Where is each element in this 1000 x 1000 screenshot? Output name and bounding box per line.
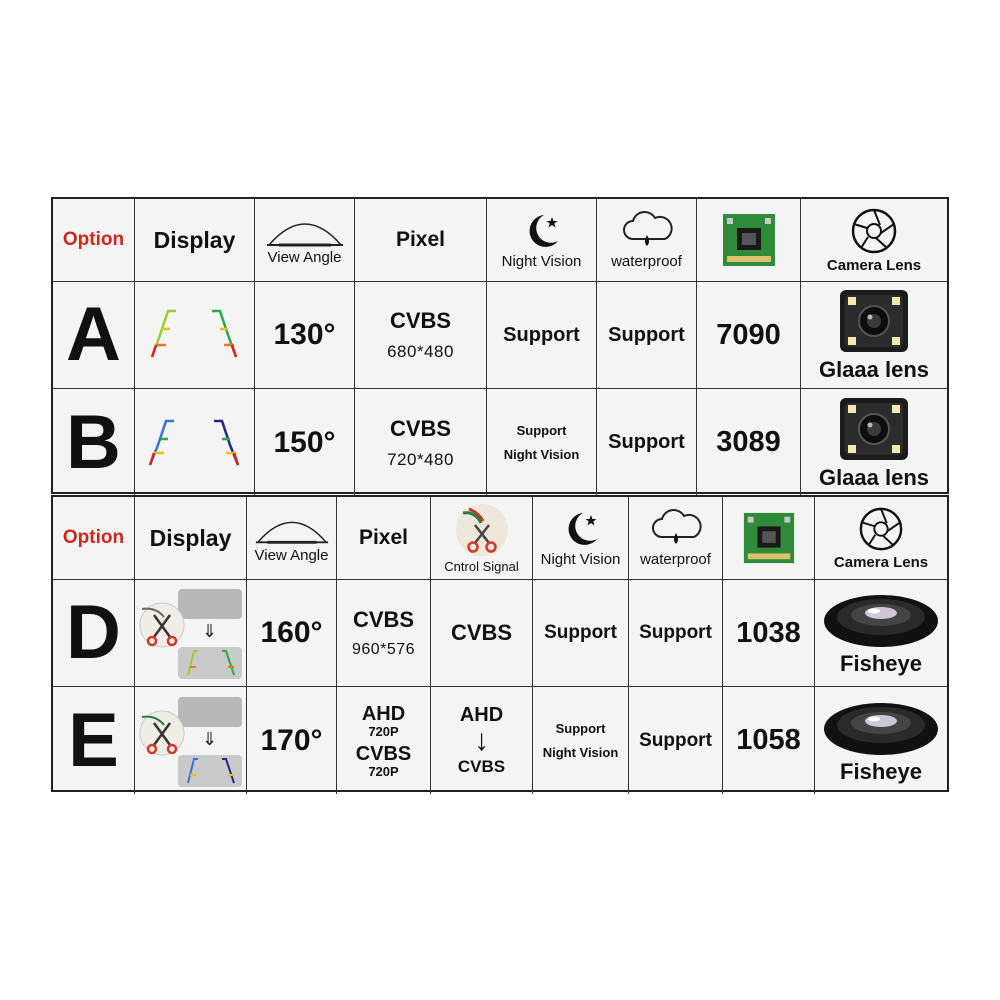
cloud-drop-icon — [648, 509, 704, 549]
header-display — [135, 497, 247, 580]
night-cell — [487, 282, 597, 389]
option-label: Option — [62, 229, 125, 250]
pixel-cell — [337, 687, 431, 794]
angle-cell — [255, 389, 355, 496]
waterproof-value: Support — [639, 729, 712, 751]
option-cell — [53, 389, 135, 496]
circuit-board-icon — [742, 510, 796, 566]
waterproof-cell — [597, 282, 697, 389]
night-line-2: Night Vision — [542, 744, 619, 760]
fisheye-lens-icon — [822, 589, 940, 649]
night-cell — [487, 389, 597, 496]
header-night-vision — [533, 497, 629, 580]
option-letter: A — [66, 292, 121, 377]
night-value: Support — [503, 323, 580, 346]
angle-value: 160° — [260, 616, 323, 649]
pixel-line-3: CVBS — [355, 742, 412, 765]
waterproof-value: Support — [608, 323, 685, 346]
view-angle-arc-icon — [254, 513, 330, 545]
cloud-drop-icon — [619, 211, 675, 251]
angle-cell — [255, 282, 355, 389]
night-line-1: Support — [516, 422, 567, 438]
table-row — [53, 687, 947, 794]
waterproof-cell — [629, 687, 723, 794]
waterproof-cell — [597, 389, 697, 496]
option-label: Option — [62, 527, 125, 548]
pixel-line-2: 720P — [368, 723, 399, 739]
night-vision-label: Night Vision — [540, 550, 621, 568]
lens-cell — [815, 687, 947, 794]
waterproof-cell — [629, 580, 723, 687]
option-letter: B — [66, 399, 121, 485]
view-angle-label: View Angle — [267, 248, 342, 266]
angle-value: 130° — [273, 318, 336, 351]
angle-value: 150° — [273, 425, 336, 459]
option-letter: E — [68, 697, 119, 783]
pixel-line-4: 720P — [368, 763, 399, 779]
spec-table-bottom — [51, 495, 949, 792]
angle-value: 170° — [260, 723, 323, 757]
pixel-type: CVBS — [352, 607, 415, 632]
header-pixel — [355, 199, 487, 282]
header-waterproof — [629, 497, 723, 580]
pixel-label: Pixel — [395, 228, 446, 251]
parking-guideline-icon — [140, 413, 250, 473]
display-label: Display — [149, 524, 232, 551]
lens-label: Glaaa lens — [818, 357, 930, 382]
scissors-wire-icon — [455, 503, 509, 557]
parking-guideline-icon — [140, 305, 250, 365]
pixel-cell — [355, 282, 487, 389]
aperture-icon — [858, 506, 904, 552]
camera-module-icon — [837, 395, 911, 463]
header-view-angle — [255, 199, 355, 282]
pixel-cell — [337, 580, 431, 687]
pixel-line-1: AHD — [361, 702, 406, 725]
display-cell — [135, 389, 255, 496]
display-cell — [135, 687, 247, 794]
pixel-resolution: 680*480 — [387, 342, 454, 361]
scissors-guideline-icon — [138, 693, 244, 789]
down-arrow-icon: ↓ — [474, 723, 489, 757]
pixel-resolution: 960*576 — [351, 641, 416, 658]
angle-cell — [247, 687, 337, 794]
control-cell — [431, 687, 533, 794]
night-line-1: Support — [555, 720, 606, 736]
camera-lens-label: Camera Lens — [833, 553, 929, 571]
header-row — [53, 199, 947, 282]
control-signal-label: Cntrol Signal — [444, 558, 519, 574]
pixel-label: Pixel — [358, 526, 409, 549]
moon-star-icon — [522, 211, 562, 251]
fisheye-lens-icon — [822, 697, 940, 757]
lens-label: Fisheye — [840, 651, 922, 676]
chip-cell — [697, 389, 801, 496]
header-chip — [723, 497, 815, 580]
option-cell — [53, 580, 135, 687]
control-value: CVBS — [450, 620, 513, 645]
chip-cell — [723, 687, 815, 794]
table-row — [53, 389, 947, 496]
chip-code: 1038 — [736, 616, 801, 649]
chip-code: 3089 — [716, 426, 781, 458]
lens-cell — [801, 389, 947, 496]
table-row — [53, 282, 947, 389]
waterproof-value: Support — [608, 431, 685, 453]
view-angle-arc-icon — [265, 215, 345, 247]
pixel-resolution: 720*480 — [387, 449, 454, 469]
circuit-board-icon — [721, 212, 777, 268]
header-night-vision — [487, 199, 597, 282]
camera-module-icon — [837, 287, 911, 355]
header-control-signal — [431, 497, 533, 580]
header-option — [53, 199, 135, 282]
aperture-icon — [850, 207, 898, 255]
waterproof-label: waterproof — [611, 252, 682, 270]
option-cell — [53, 687, 135, 794]
table-row — [53, 580, 947, 687]
chip-code: 7090 — [716, 318, 781, 351]
display-cell — [135, 282, 255, 389]
svg-text:⇓: ⇓ — [201, 621, 217, 642]
svg-text:⇓: ⇓ — [201, 728, 217, 750]
header-chip — [697, 199, 801, 282]
angle-cell — [247, 580, 337, 687]
moon-star-icon — [561, 509, 601, 549]
header-view-angle — [247, 497, 337, 580]
night-vision-label: Night Vision — [501, 252, 582, 270]
waterproof-label: waterproof — [640, 550, 711, 568]
control-bottom: CVBS — [457, 756, 506, 776]
option-letter: D — [66, 590, 121, 675]
lens-label: Glaaa lens — [818, 464, 930, 490]
camera-lens-label: Camera Lens — [826, 256, 922, 274]
spec-table-top — [51, 197, 949, 494]
night-value: Support — [544, 622, 617, 643]
header-pixel — [337, 497, 431, 580]
lens-label: Fisheye — [840, 758, 922, 784]
waterproof-value: Support — [639, 622, 712, 643]
display-label: Display — [153, 226, 236, 253]
header-camera-lens — [815, 497, 947, 580]
control-top: AHD — [459, 703, 504, 726]
header-option — [53, 497, 135, 580]
night-cell — [533, 580, 629, 687]
header-waterproof — [597, 199, 697, 282]
night-line-2: Night Vision — [503, 446, 580, 462]
lens-cell — [801, 282, 947, 389]
lens-cell — [815, 580, 947, 687]
header-row — [53, 497, 947, 580]
chip-cell — [697, 282, 801, 389]
header-camera-lens — [801, 199, 947, 282]
chip-cell — [723, 580, 815, 687]
pixel-cell — [355, 389, 487, 496]
option-cell — [53, 282, 135, 389]
control-cell — [431, 580, 533, 687]
scissors-guideline-icon — [138, 585, 244, 681]
pixel-type: CVBS — [389, 308, 452, 333]
view-angle-label: View Angle — [254, 546, 329, 564]
display-cell — [135, 580, 247, 687]
night-cell — [533, 687, 629, 794]
pixel-type: CVBS — [389, 415, 452, 441]
chip-code: 1058 — [736, 724, 801, 756]
header-display — [135, 199, 255, 282]
